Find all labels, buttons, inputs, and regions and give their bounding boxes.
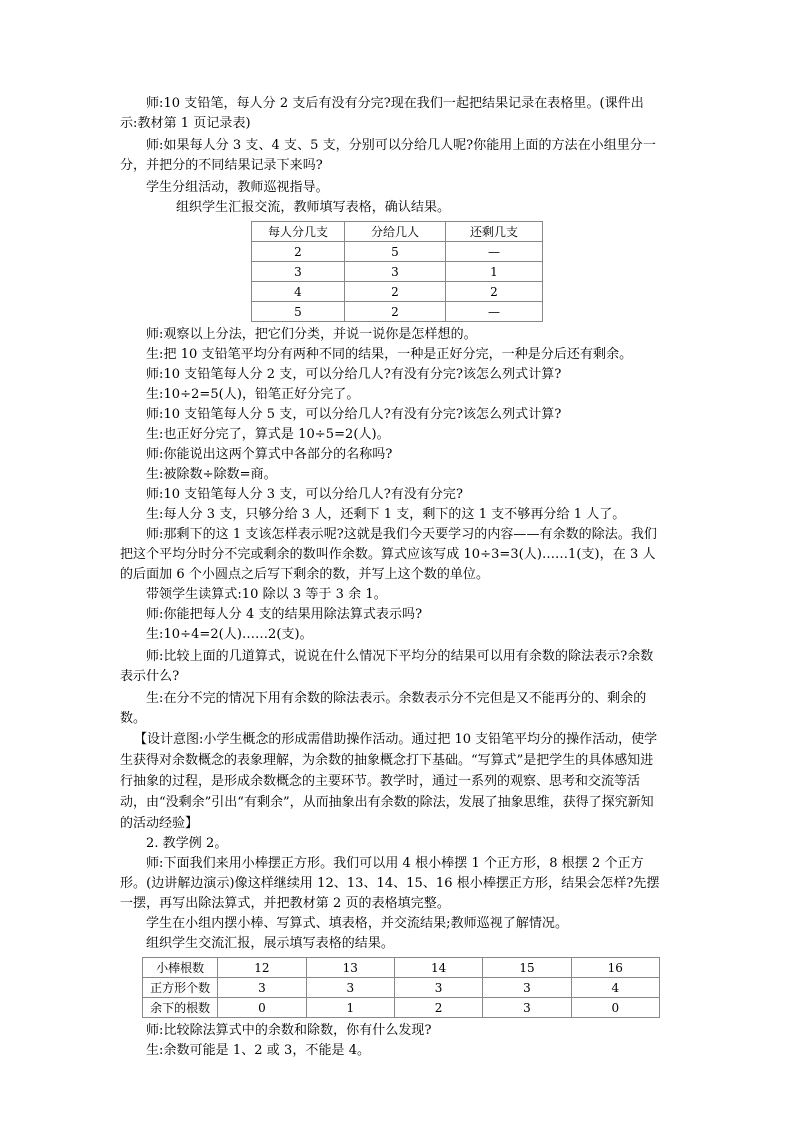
paragraph: 师:比较除法算式中的余数和除数，你有什么发现? <box>146 1023 432 1038</box>
paragraph: 学生在小组内摆小棒、写算式、填表格，并交流结果;教师巡视了解情况。 <box>146 916 569 931</box>
table-cell: 2 <box>394 998 482 1018</box>
paragraph: 师:10 支铅笔每人分 5 支，可以分给几人?有没有分完?该怎么列式计算? <box>146 407 562 422</box>
table-cell: 12 <box>218 958 306 978</box>
paragraph: 学生分组活动，教师巡视指导。 <box>146 180 329 195</box>
table-cell: 5 <box>252 302 345 322</box>
table-cell: 0 <box>218 998 306 1018</box>
table-row <box>143 958 660 978</box>
paragraph: 师:你能把每人分 4 支的结果用除法算式表示吗? <box>146 607 423 622</box>
table-cell: 3 <box>218 978 306 998</box>
table-row <box>143 998 660 1018</box>
table-header-cell: 还剩几支 <box>446 222 543 242</box>
design-intent-note: 【设计意图:小学生概念的形成需借助操作活动。通过把 10 支铅笔平均分的操作活动，使学生获得对余数概念的表象理解，为余数的抽象概念打下基础。“写算式”是把学生的具体感知进行抽象的过程，是形成余数概念的主要环节。教学时，通过一系列的观察、思考和交流等活动，由“没剩余”引出“有剩余”，从而抽象出有余数的除法，发展了抽象思维，获得了探究新知的活动经验】 <box>120 732 658 831</box>
table-cell: 5 <box>345 242 446 262</box>
table-cell: 1 <box>306 998 394 1018</box>
table-row-header: 余下的根数 <box>143 998 218 1018</box>
table-cell: 2 <box>252 242 345 262</box>
paragraph: 师:10 支铅笔每人分 3 支，可以分给几人?有没有分完? <box>146 487 463 502</box>
paragraph: 师:如果每人分 3 支、4 支、5 支，分别可以分给几人呢?你能用上面的方法在小组里分一分，并把分的不同结果记录下来吗? <box>120 138 656 173</box>
paragraph: 2. 教学例 2。 <box>146 836 228 851</box>
paragraph: 生:余数可能是 1、2 或 3，不能是 4。 <box>146 1043 371 1058</box>
table-row <box>252 262 543 282</box>
paragraph: 生:10÷4=2(人)……2(支)。 <box>146 627 313 642</box>
paragraph: 生:每人分 3 支，只够分给 3 人，还剩下 1 支，剩下的这 1 支不够再分给 1 人了。 <box>146 507 626 522</box>
table-cell: 14 <box>394 958 482 978</box>
table-cell: 3 <box>394 978 482 998</box>
table-cell: 3 <box>252 262 345 282</box>
paragraph: 组织学生汇报交流，教师填写表格，确认结果。 <box>176 200 451 215</box>
table-header-cell: 每人分几支 <box>252 222 345 242</box>
table-cell: 3 <box>306 978 394 998</box>
paragraph: 师:那剩下的这 1 支该怎样表示呢?这就是我们今天要学习的内容——有余数的除法。我们把这个平均分时分不完或剩余的数叫作余数。算式应该写成 10÷3=3(人)……1(支)，在 3 人的后面加 6 个小圆点之后写下剩余的数，并写上这个数的单位。 <box>120 527 657 582</box>
table-cell: 4 <box>252 282 345 302</box>
paragraph: 师:比较上面的几道算式，说说在什么情况下平均分的结果可以用有余数的除法表示?余数表示什么? <box>120 649 654 684</box>
paragraph: 生:也正好分完了，算式是 10÷5=2(人)。 <box>146 427 390 442</box>
table-row <box>252 282 543 302</box>
table-cell: 1 <box>446 262 543 282</box>
table-header-cell: 分给几人 <box>345 222 446 242</box>
paragraph: 带领学生读算式:10 除以 3 等于 3 余 1。 <box>146 587 387 602</box>
paragraph: 生:把 10 支铅笔平均分有两种不同的结果，一种是正好分完，一种是分后还有剩余。 <box>146 347 633 362</box>
paragraph: 师:你能说出这两个算式中各部分的名称吗? <box>146 447 393 462</box>
record-table-pencils <box>251 221 543 322</box>
table-row-header: 小棒根数 <box>143 958 218 978</box>
table-row-header: 正方形个数 <box>143 978 218 998</box>
table-cell: 2 <box>345 302 446 322</box>
table-cell: 13 <box>306 958 394 978</box>
record-table-sticks <box>142 957 660 1018</box>
paragraph: 生:在分不完的情况下用有余数的除法表示。余数表示分不完但是又不能再分的、剩余的数。 <box>120 691 647 726</box>
table-header-row <box>252 222 543 242</box>
table-cell: — <box>446 302 543 322</box>
paragraph: 生:被除数÷除数=商。 <box>146 467 277 482</box>
paragraph: 师:下面我们来用小棒摆正方形。我们可以用 4 根小棒摆 1 个正方形，8 根摆 2 个正方形。(边讲解边演示)像这样继续用 12、13、14、15、16 根小棒摆正方形，结果会怎样?先摆一摆，再写出除法算式，并把教材第 2 页的表格填完整。 <box>120 856 660 911</box>
table-cell: 4 <box>571 978 659 998</box>
paragraph: 师:10 支铅笔，每人分 2 支后有没有分完?现在我们一起把结果记录在表格里。(课件出示:教材第 1 页记录表) <box>120 96 644 131</box>
paragraph: 组织学生交流汇报，展示填写表格的结果。 <box>146 936 394 951</box>
table-row <box>252 242 543 262</box>
paragraph: 生:10÷2=5(人)，铅笔正好分完了。 <box>146 387 360 402</box>
paragraph: 师:观察以上分法，把它们分类，并说一说你是怎样想的。 <box>146 327 477 342</box>
paragraph: 师:10 支铅笔每人分 2 支，可以分给几人?有没有分完?该怎么列式计算? <box>146 367 562 382</box>
table-cell: — <box>446 242 543 262</box>
document-content <box>120 94 660 1061</box>
table-cell: 2 <box>345 282 446 302</box>
table-cell: 2 <box>446 282 543 302</box>
table-cell: 16 <box>571 958 659 978</box>
table-cell: 3 <box>345 262 446 282</box>
table-cell: 15 <box>483 958 571 978</box>
table-cell: 3 <box>483 978 571 998</box>
table-cell: 0 <box>571 998 659 1018</box>
table-row <box>143 978 660 998</box>
table-row <box>252 302 543 322</box>
table-cell: 3 <box>483 998 571 1018</box>
